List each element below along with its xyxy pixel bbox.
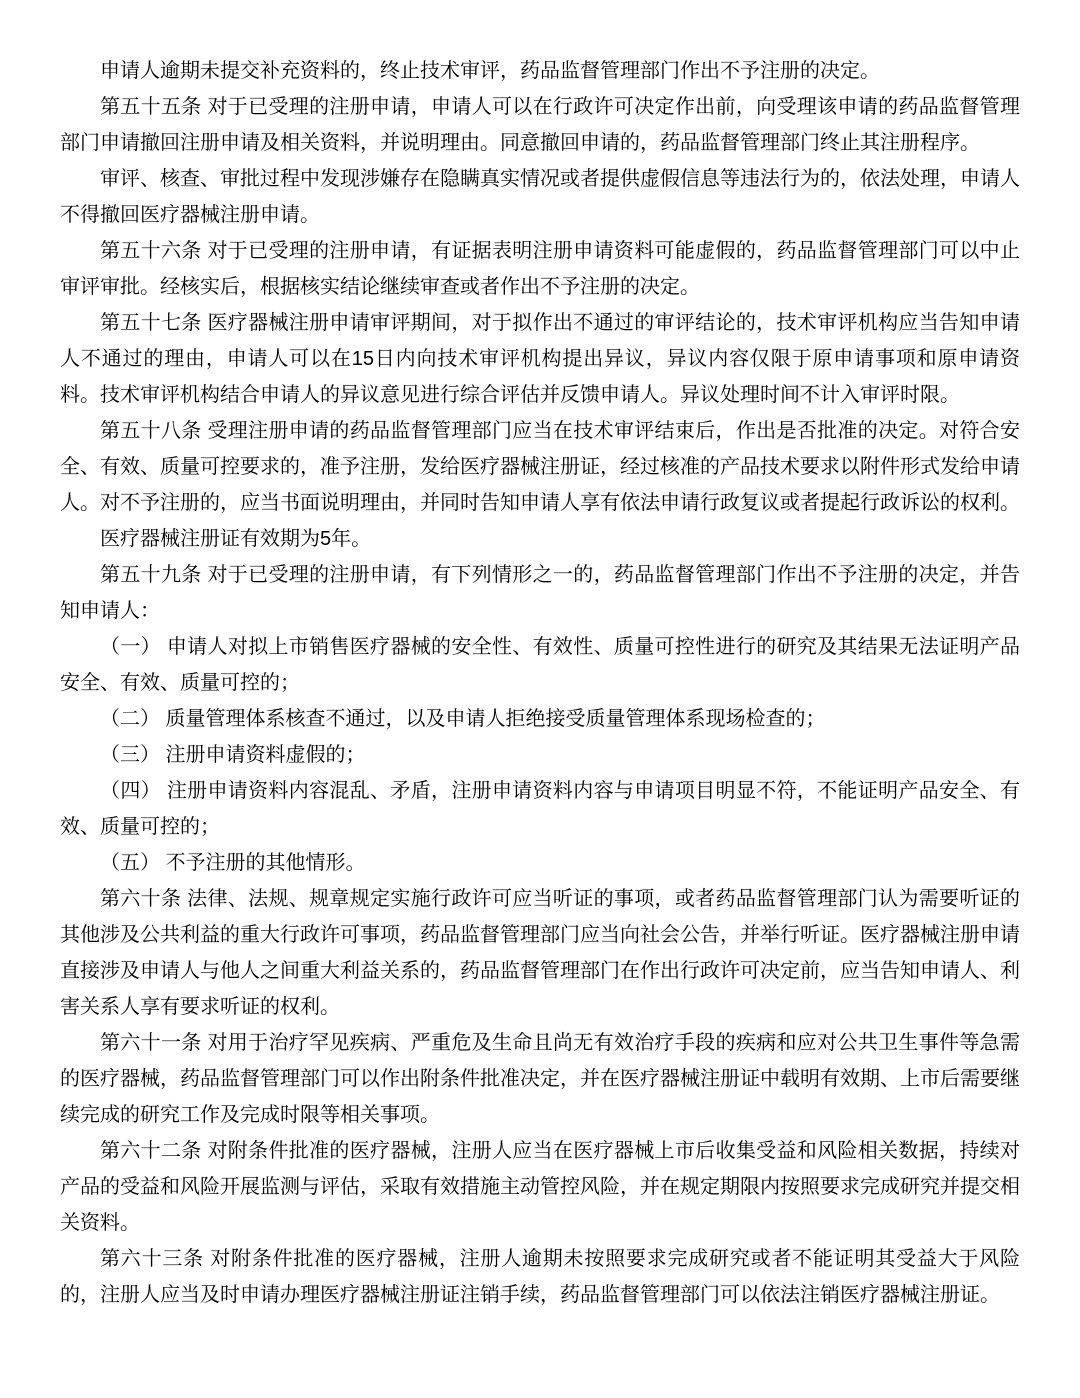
paragraph-article-58: 第五十八条 受理注册申请的药品监督管理部门应当在技术审评结束后，作出是否批准的决定。对符合安全、有效、质量可控要求的，准予注册，发给医疗器械注册证，经过核准的产品技术要求以附件形式发给申请人。对不予注册的，应当书面说明理由，并同时告知申请人享有依法申请行政复议或者提起行政诉讼的权利。 bbox=[60, 420, 1020, 514]
paragraph-article-63: 第六十三条 对附条件批准的医疗器械，注册人逾期未按照要求完成研究或者不能证明其受益大于风险的，注册人应当及时申请办理医疗器械注册证注销手续，药品监督管理部门可以依法注销医疗器械注册证。 bbox=[60, 1248, 1020, 1306]
paragraph-article-59-item-5: （五） 不予注册的其他情形。 bbox=[100, 852, 366, 874]
paragraph-article-59-item-4: （四） 注册申请资料内容混乱、矛盾，注册申请资料内容与申请项目明显不符，不能证明产品安全、有效、质量可控的； bbox=[60, 780, 1020, 838]
paragraph-article-61: 第六十一条 对用于治疗罕见疾病、严重危及生命且尚无有效治疗手段的疾病和应对公共卫生事件等急需的医疗器械，药品监督管理部门可以作出附条件批准决定，并在医疗器械注册证中载明有效期、上市后需要继续完成的研究工作及完成时限等相关事项。 bbox=[60, 1032, 1020, 1126]
document-body bbox=[60, 53, 1020, 1313]
paragraph-article-55: 第五十五条 对于已受理的注册申请，申请人可以在行政许可决定作出前，向受理该申请的药品监督管理部门申请撤回注册申请及相关资料，并说明理由。同意撤回申请的，药品监督管理部门终止其注册程序。 bbox=[60, 96, 1020, 154]
paragraph-overdue-supplement: 申请人逾期未提交补充资料的，终止技术审评，药品监督管理部门作出不予注册的决定。 bbox=[100, 60, 880, 82]
paragraph-article-55-cont: 审评、核查、审批过程中发现涉嫌存在隐瞒真实情况或者提供虚假信息等违法行为的，依法处理，申请人不得撤回医疗器械注册申请。 bbox=[60, 168, 1020, 226]
paragraph-article-62: 第六十二条 对附条件批准的医疗器械，注册人应当在医疗器械上市后收集受益和风险相关数据，持续对产品的受益和风险开展监测与评估，采取有效措施主动管控风险，并在规定期限内按照要求完成研究并提交相关资料。 bbox=[60, 1140, 1020, 1234]
paragraph-article-59: 第五十九条 对于已受理的注册申请，有下列情形之一的，药品监督管理部门作出不予注册的决定，并告知申请人： bbox=[60, 564, 1020, 622]
paragraph-article-59-item-3: （三） 注册申请资料虚假的； bbox=[100, 744, 366, 766]
paragraph-article-59-item-2: （二） 质量管理体系核查不通过，以及申请人拒绝接受质量管理体系现场检查的； bbox=[100, 708, 826, 730]
paragraph-article-56: 第五十六条 对于已受理的注册申请，有证据表明注册申请资料可能虚假的，药品监督管理部门可以中止审评审批。经核实后，根据核实结论继续审查或者作出不予注册的决定。 bbox=[60, 240, 1020, 298]
paragraph-article-58-validity: 医疗器械注册证有效期为5年。 bbox=[100, 528, 372, 550]
paragraph-article-59-item-1: （一） 申请人对拟上市销售医疗器械的安全性、有效性、质量可控性进行的研究及其结果无法证明产品安全、有效、质量可控的； bbox=[60, 636, 1020, 694]
paragraph-article-57: 第五十七条 医疗器械注册申请审评期间，对于拟作出不通过的审评结论的，技术审评机构应当告知申请人不通过的理由，申请人可以在15日内向技术审评机构提出异议，异议内容仅限于原申请事项和原申请资料。技术审评机构结合申请人的异议意见进行综合评估并反馈申请人。异议处理时间不计入审评时限。 bbox=[60, 312, 1020, 406]
paragraph-article-60: 第六十条 法律、法规、规章规定实施行政许可应当听证的事项，或者药品监督管理部门认为需要听证的其他涉及公共利益的重大行政许可事项，药品监督管理部门应当向社会公告，并举行听证。医疗器械注册申请直接涉及申请人与他人之间重大利益关系的，药品监督管理部门在作出行政许可决定前，应当告知申请人、利害关系人享有要求听证的权利。 bbox=[60, 888, 1020, 1018]
